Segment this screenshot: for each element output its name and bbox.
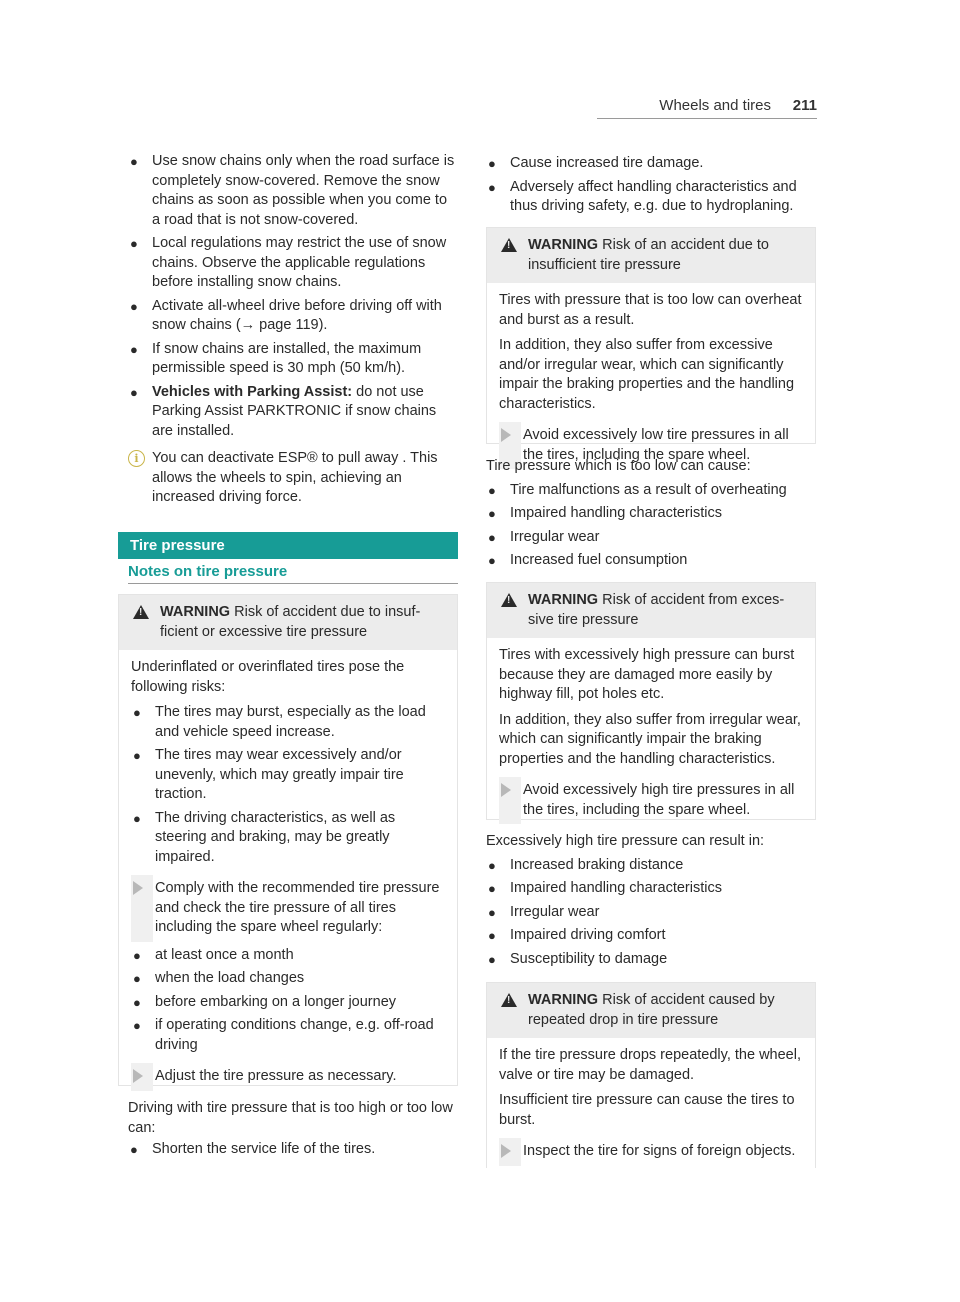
warning-header: ! WARNING Risk of an accident due to insufficient tire pressure	[487, 228, 815, 283]
warning-box-2	[486, 227, 816, 463]
warning-body: Tires with pressure that is too low can overheat and burst as a result. In addition, they also suffer from excessive and/or irregular wear, which can significantly impair the braking properties and the handling characteristics. Avoid excessively low tire pressures in all the tires, including the spare wheel.	[487, 283, 815, 485]
instruction-step: Inspect the tire for signs of foreign objects.	[499, 1142, 803, 1162]
list-item: ● if operating conditions change, e.g. off-road driving	[133, 1017, 434, 1053]
bullet-icon: ●	[130, 341, 138, 357]
bullet-icon: ●	[130, 384, 138, 400]
list-item: ● Adversely affect handling characteristics and thus driving safety, e.g. due to hydroplaning.	[488, 178, 797, 214]
damage-list	[486, 154, 816, 217]
list-item: ● Tire malfunctions as a result of overheating	[486, 481, 816, 501]
list-item: ● Activate all-wheel drive before driving off with snow chains (→ page 119).	[130, 297, 442, 333]
step-arrow-icon	[133, 881, 143, 895]
bullet-icon: ●	[133, 705, 141, 720]
bullet-icon: ●	[488, 506, 496, 521]
bullet-icon: ●	[488, 904, 496, 920]
check-list	[131, 946, 445, 1056]
bullet-icon: ●	[488, 951, 496, 967]
instruction-step: Avoid excessively high tire pressures in all the tires, including the spare wheel.	[499, 781, 803, 820]
instruction-step: Adjust the tire pressure as necessary.	[131, 1067, 445, 1087]
bullet-icon: ●	[133, 947, 141, 963]
warning-body: Tires with excessively high pressure can burst because they are damaged more easily by highway fill, pot holes etc. In addition, they also suffer from irregular wear, which can significantly impair the braking properties and the handling characteristics. Avoid excessively high tire pressures in all the tires, including the spare wheel.	[487, 638, 815, 840]
bullet-icon: ●	[488, 156, 496, 171]
list-item: ● Impaired driving comfort	[486, 926, 816, 946]
list-item: ● If snow chains are installed, the maximum permissible speed is 30 mph (50 km/h).	[130, 340, 422, 376]
chapter-title: Wheels and tires	[659, 97, 771, 114]
instruction-step: Avoid excessively low tire pressures in all the tires, including the spare wheel.	[499, 426, 803, 465]
list-item: ● Increased braking distance	[486, 856, 816, 876]
step-arrow-icon	[501, 783, 511, 797]
list-item: ● Shorten the service life of the tires.	[128, 1140, 458, 1160]
list-item: ● Impaired handling characteristics	[486, 504, 816, 524]
low-pressure-section: Tire pressure which is too low can cause: ● Tire malfunctions as a result of overheating ● Impaired handling characteristics ● Irregular wear ● Increased fuel consumption	[486, 457, 816, 575]
page-number: 211	[792, 97, 817, 114]
bullet-icon: ●	[133, 1018, 141, 1033]
warning-box-1	[118, 594, 458, 1086]
list-item: ● Irregular wear	[486, 528, 816, 548]
bullet-icon: ●	[488, 881, 496, 896]
list-item: ● The tires may burst, especially as the load and vehicle speed increase.	[133, 704, 426, 740]
warning-triangle-icon: !	[501, 593, 517, 607]
list-item: ● Impaired handling characteristics	[486, 879, 816, 899]
warning-body: Underinflated or overinflated tires pose the following risks: ● The tires may burst, especially as the load and vehicle speed increase. ● The tires may wear excessively and/or unevenly, which may greatly impair tire traction. ● The driving characteristics, as well as steering and braking, may be greatly impaired. Comply with the recommended tire pressure and check the tire pressure of all tires including the spare wheel regularly: ● at least once a month ● when the load changes ● before embarking on a longer journey ● if operating conditions change, e.g. off-road driving Adjust the tire pressure as necessary.	[119, 650, 457, 1107]
list-item: ● Irregular wear	[486, 903, 816, 923]
bullet-icon: ●	[133, 971, 141, 986]
list-item: ● Susceptibility to damage	[486, 950, 816, 970]
bullet-icon: ●	[488, 529, 496, 545]
running-header	[597, 96, 817, 119]
bullet-icon: ●	[130, 154, 138, 169]
bullet-icon: ●	[133, 748, 141, 763]
section-title: Tire pressure	[118, 532, 458, 559]
list-item: ● Local regulations may restrict the use of snow chains. Observe the applicable regulations before installing snow chains.	[130, 235, 447, 290]
snow-chain-list	[128, 152, 458, 441]
list-item: ● at least once a month	[131, 946, 445, 966]
instruction-step: Comply with the recommended tire pressure and check the tire pressure of all tires including the spare wheel regularly:	[131, 879, 445, 938]
warning-box-4	[486, 982, 816, 1168]
bullet-icon: ●	[130, 1142, 138, 1157]
list-item: ● Increased fuel consumption	[486, 551, 816, 571]
bullet-icon: ●	[488, 179, 496, 195]
right-top	[486, 154, 816, 221]
bullet-icon: ●	[133, 994, 141, 1010]
warning-box-3	[486, 582, 816, 820]
list-item: ● The driving characteristics, as well as steering and braking, may be greatly impaired.	[133, 809, 396, 865]
warning-triangle-icon: !	[133, 605, 149, 619]
info-note: i You can deactivate ESP® to pull away . This allows the wheels to spin, achieving an increased driving force.	[128, 449, 458, 508]
step-arrow-icon	[501, 1144, 511, 1158]
warning-header: ! WARNING Risk of accident from excessive tire pressure	[487, 583, 815, 638]
bullet-icon: ●	[130, 236, 138, 251]
bullet-icon: ●	[488, 482, 496, 498]
info-icon: i	[128, 450, 145, 467]
warning-body: If the tire pressure drops repeatedly, the wheel, valve or tire may be damaged. Insufficient tire pressure can cause the tires to burst. Inspect the tire for signs of foreign objects.	[487, 1038, 815, 1182]
step-arrow-icon	[133, 1069, 143, 1083]
list-item: ● when the load changes	[131, 969, 445, 989]
bullet-icon: ●	[488, 553, 496, 568]
step-arrow-icon	[501, 428, 511, 442]
list-item: ● Use snow chains only when the road surface is completely snow-covered. Remove the snow chains as soon as possible when you come to a road that is not snow-covered.	[130, 153, 455, 228]
bullet-icon: ●	[488, 857, 496, 873]
list-item: ● Cause increased tire damage.	[486, 154, 816, 174]
warning-header: ! WARNING Risk of accident due to insufficient or excessive tire pressure	[119, 595, 457, 650]
warning-triangle-icon: !	[501, 993, 517, 1007]
warning-triangle-icon: !	[501, 238, 517, 252]
risk-list	[131, 703, 445, 867]
closing-list	[128, 1140, 458, 1160]
bullet-icon: ●	[488, 928, 496, 943]
closing-text: Driving with tire pressure that is too high or too low can: ● Shorten the service life of the tires.	[128, 1099, 458, 1164]
low-pressure-list	[486, 481, 816, 571]
high-pressure-section: Excessively high tire pressure can result in: ● Increased braking distance ● Impaired handling characteristics ● Irregular wear ● Impaired driving comfort ● Susceptibility to damage	[486, 832, 816, 973]
bullet-icon: ●	[130, 298, 138, 314]
list-item: ● Vehicles with Parking Assist: do not use Parking Assist PARKTRONIC if snow chains are installed.	[130, 383, 437, 439]
left-column	[128, 152, 458, 508]
high-pressure-list	[486, 856, 816, 970]
list-item: ● The tires may wear excessively and/or unevenly, which may greatly impair tire traction.	[133, 747, 404, 802]
subheading: Notes on tire pressure	[128, 562, 458, 584]
warning-header: ! WARNING Risk of accident caused by repeated drop in tire pressure	[487, 983, 815, 1038]
list-item: ● before embarking on a longer journey	[131, 993, 445, 1013]
bullet-icon: ●	[133, 810, 141, 826]
